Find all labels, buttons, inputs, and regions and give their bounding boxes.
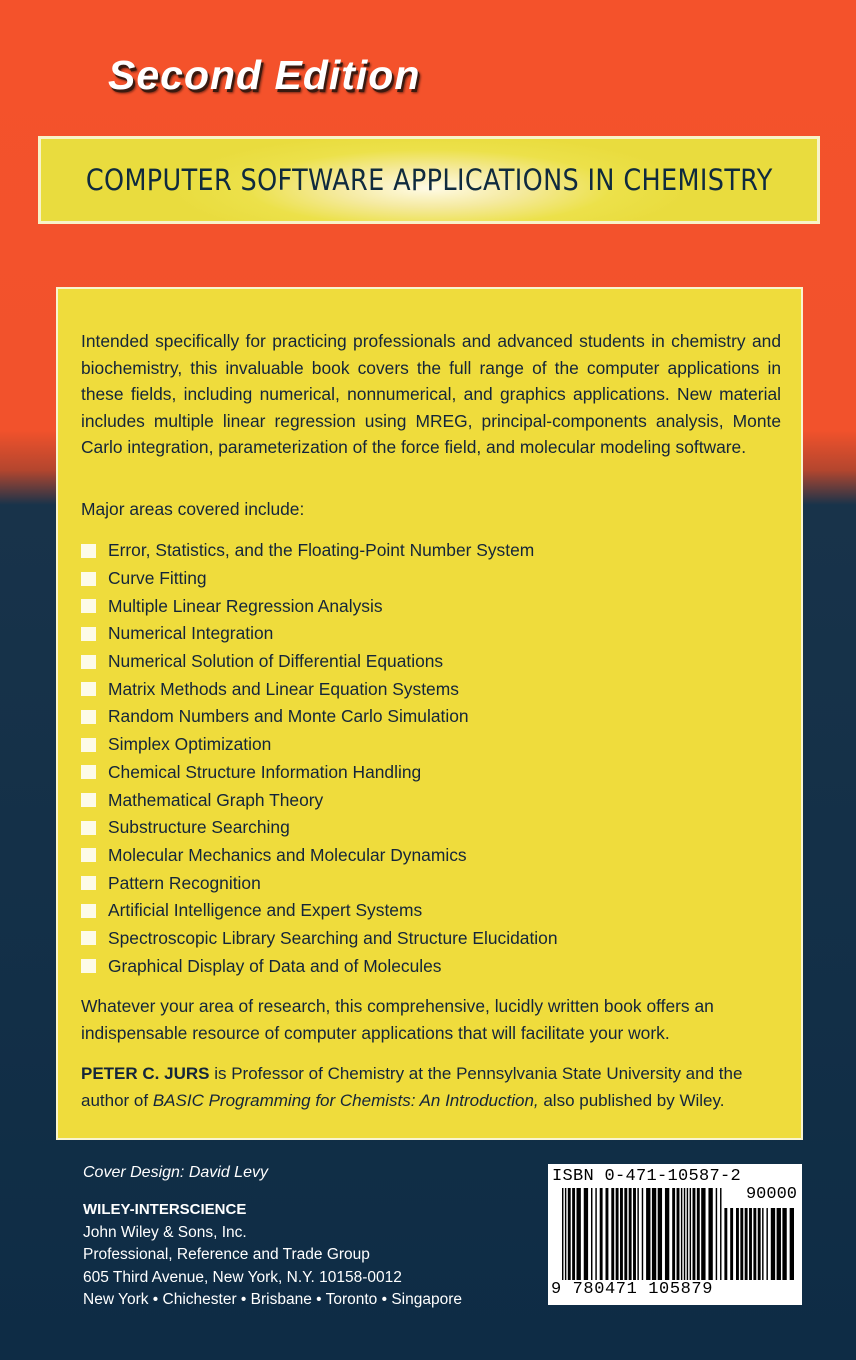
checkbox-square-icon <box>81 710 96 724</box>
checkbox-square-icon <box>81 738 96 752</box>
barcode-bar <box>672 1188 675 1280</box>
closing-text: Whatever your area of research, this comprehensive, lucidly written book offers an indispensable resource of computer applications that will facilitate your work. <box>81 996 714 1043</box>
checkbox-square-icon <box>81 931 96 945</box>
barcode-bar <box>720 1188 721 1280</box>
checkbox-square-icon <box>81 959 96 973</box>
barcode-bar <box>616 1188 619 1280</box>
edition-label: Second Edition <box>108 52 421 98</box>
publisher-imprint: WILEY-INTERSCIENCE <box>83 1201 247 1218</box>
author-other-book: BASIC Programming for Chemists: An Introduction, <box>152 1090 539 1110</box>
description-text: Intended specifically for practicing professionals and advanced students in chemistry and biochemistry, this invaluable book covers the full range of the computer applications in these fields, including numerical, nonnumerical, and graphics applications. New material includes multiple linear regression using MREG, principal-components analysis, Monte Carlo integration, parameterization of the force field, and molecular modeling software. <box>81 331 781 457</box>
barcode-bar <box>637 1188 638 1280</box>
barcode-bar <box>697 1188 700 1280</box>
list-item: Simplex Optimization <box>81 731 558 759</box>
barcode-bar <box>633 1188 636 1280</box>
barcode-bar <box>681 1188 682 1280</box>
barcode-bar <box>652 1188 656 1280</box>
barcode-bar <box>708 1188 712 1280</box>
topics-heading: Major areas covered include: <box>81 499 305 519</box>
barcode-bar <box>665 1188 669 1280</box>
publisher-line: New York • Chichester • Brisbane • Toronto • Singapore <box>83 1291 462 1308</box>
list-item: Numerical Solution of Differential Equations <box>81 648 558 676</box>
list-item: Spectroscopic Library Searching and Structure Elucidation <box>81 925 558 953</box>
barcode-bar <box>568 1188 571 1280</box>
publisher-line: 605 Third Avenue, New York, N.Y. 10158-0012 <box>83 1268 402 1286</box>
barcode-bar <box>690 1188 691 1280</box>
price-code: 90000 <box>745 1185 797 1204</box>
list-item: Curve Fitting <box>81 565 558 593</box>
list-item: Graphical Display of Data and of Molecules <box>81 952 558 980</box>
author-bio-part2: also published by Wiley. <box>538 1090 725 1110</box>
cover-design-credit: Cover Design: David Levy <box>83 1164 268 1181</box>
barcode-bar <box>620 1188 623 1280</box>
barcode-bar <box>624 1188 627 1280</box>
checkbox-square-icon <box>81 599 96 613</box>
barcode-bar <box>584 1188 588 1280</box>
ean-digits: 9 780471 105879 <box>551 1280 714 1299</box>
checkbox-square-icon <box>81 793 96 807</box>
checkbox-square-icon <box>81 655 96 669</box>
barcode-bar <box>684 1188 685 1280</box>
barcode-bar <box>716 1188 717 1280</box>
barcode-bar <box>591 1188 592 1280</box>
author-bio <box>81 1061 781 1114</box>
barcode-bar <box>611 1188 614 1280</box>
publisher-line: John Wiley & Sons, Inc. <box>83 1223 247 1241</box>
isbn-barcode <box>548 1164 802 1305</box>
barcode-bar <box>658 1188 662 1280</box>
list-item: Chemical Structure Information Handling <box>81 759 558 787</box>
checkbox-square-icon <box>81 682 96 696</box>
list-item: Matrix Methods and Linear Equation Systems <box>81 675 558 703</box>
barcode-bar <box>606 1188 609 1280</box>
author-name: PETER C. JURS <box>81 1064 210 1083</box>
topics-list <box>81 537 558 980</box>
publisher-line: Professional, Reference and Trade Group <box>83 1246 370 1263</box>
barcode-bar <box>693 1188 696 1280</box>
list-item: Error, Statistics, and the Floating-Point Number System <box>81 537 558 565</box>
list-item: Mathematical Graph Theory <box>81 786 558 814</box>
title-band <box>38 136 820 224</box>
list-item: Substructure Searching <box>81 814 558 842</box>
list-item: Multiple Linear Regression Analysis <box>81 592 558 620</box>
barcode-bar <box>642 1188 643 1280</box>
checkbox-square-icon <box>81 544 96 558</box>
checkbox-square-icon <box>81 848 96 862</box>
checkbox-square-icon <box>81 627 96 641</box>
checkbox-square-icon <box>81 821 96 835</box>
barcode-bar <box>565 1188 566 1280</box>
barcode-bar <box>577 1188 581 1280</box>
list-item: Pattern Recognition <box>81 869 558 897</box>
list-item: Artificial Intelligence and Expert Systems <box>81 897 558 925</box>
barcode-bar <box>677 1188 680 1280</box>
barcode-bar <box>562 1188 563 1280</box>
isbn-label: ISBN 0-471-10587-2 <box>552 1167 742 1186</box>
barcode-bar <box>595 1188 596 1280</box>
list-item: Numerical Integration <box>81 620 558 648</box>
barcode-bar <box>629 1188 632 1280</box>
checkbox-square-icon <box>81 904 96 918</box>
book-title: COMPUTER SOFTWARE APPLICATIONS IN CHEMISTRY <box>85 163 773 197</box>
author-bio-part1: is Professor of Chemistry at the Pennsylvania State University and the author of <box>81 1064 743 1110</box>
barcode-bar <box>572 1188 575 1280</box>
list-item: Random Numbers and Monte Carlo Simulation <box>81 703 558 731</box>
checkbox-square-icon <box>81 572 96 586</box>
barcode-bar <box>600 1188 603 1280</box>
barcode-bar <box>701 1188 705 1280</box>
list-item: Molecular Mechanics and Molecular Dynamics <box>81 842 558 870</box>
publisher-block <box>83 1199 462 1312</box>
checkbox-square-icon <box>81 765 96 779</box>
barcode-bar <box>687 1188 688 1280</box>
barcode-bar <box>646 1188 650 1280</box>
checkbox-square-icon <box>81 876 96 890</box>
